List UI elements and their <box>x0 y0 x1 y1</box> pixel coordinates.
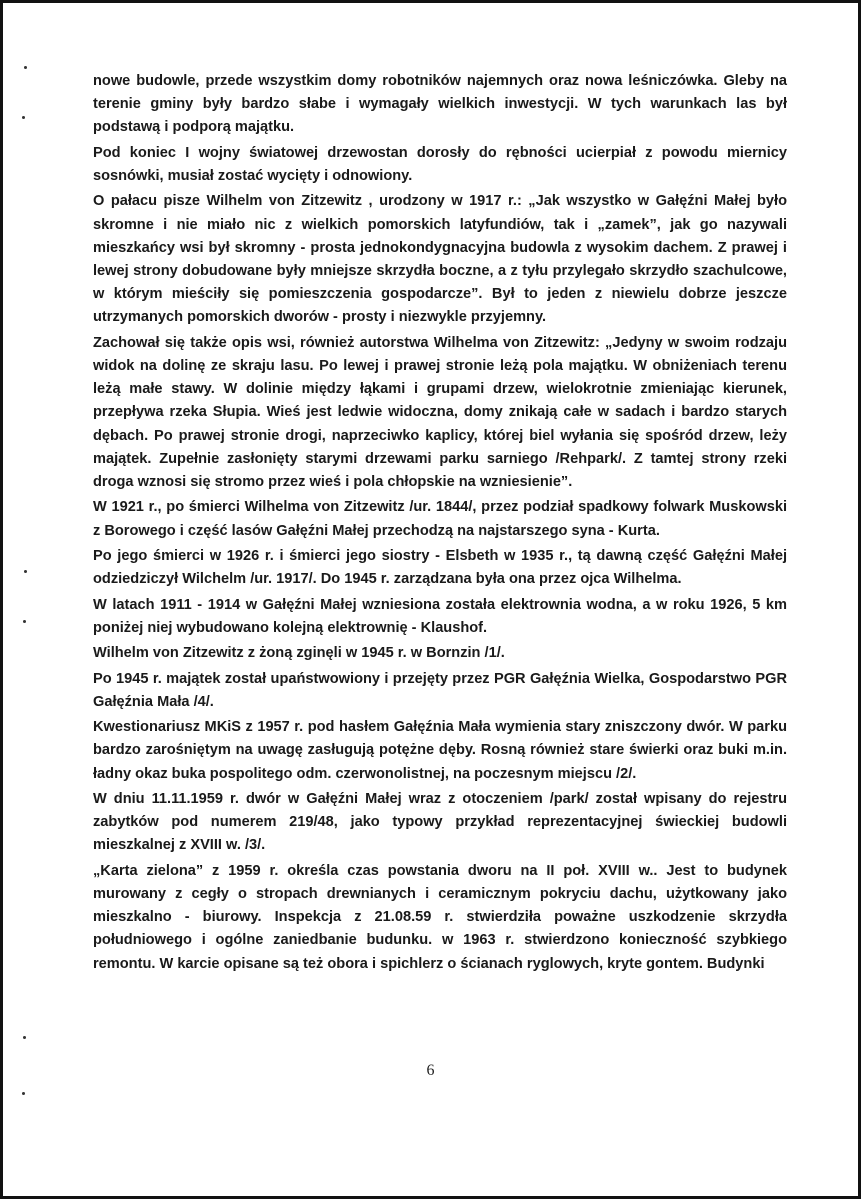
scan-mark <box>22 116 25 119</box>
page-number: 6 <box>426 1062 435 1079</box>
scan-mark <box>23 620 26 623</box>
scan-mark <box>24 66 27 69</box>
paragraph: Po jego śmierci w 1926 r. i śmierci jego siostry - Elsbeth w 1935 r., tą dawną część Gałęźni Małej odziedziczył Wilchelm /ur. 1917/. Do 1945 r. zarządzana była ona przez ojca Wilhelma. <box>93 548 787 588</box>
paragraph: Pod koniec I wojny światowej drzewostan dorosły do rębności ucierpiał z powodu miernicy sosnówki, musiał zostać wycięty i odnowiony. <box>93 144 787 184</box>
paragraph: W dniu 11.11.1959 r. dwór w Gałęźni Małej wraz z otoczeniem /park/ został wpisany do rejestru zabytków pod numerem 219/48, jako typowy przykład reprezentacyjnej świeckiej budowli mieszkalnej z XVIII w. /3/. <box>93 790 787 854</box>
paragraph: O pałacu pisze Wilhelm von Zitzewitz , urodzony w 1917 r.: „Jak wszystko w Gałęźni Małej było skromne i nie miało nic z wielkich pomorskich latyfundiów, tak i „zamek”, jak go nazywali mieszkańcy wsi był skromny - prosta jednokondygnacyjna budowla z wysokim dachem. Z prawej i lewej strony dobudowane były mniejsze skrzydła boczne, a z tyłu przylegało skrzydło szachulcowe, w którym mieściły się pomieszczenia gospodarcze”. Był to jeden z niewielu dobrze jeszcze utrzymanych pomorskich dworów - prosty i niezwykle przyjemny. <box>93 193 787 326</box>
paragraph: Zachował się także opis wsi, również autorstwa Wilhelma von Zitzewitz: „Jedyny w swoim rodzaju widok na dolinę ze skraju lasu. Po lewej i prawej stronie leżą pola majątku. W obniżeniach terenu leżą małe stawy. W dolinie między łąkami i grupami drzew, wielokrotnie zmieniając kierunek, przepływa rzeka Słupia. Wieś jest ledwie widoczna, domy znikają całe w sadach i bardzo starych dębach. Po prawej stronie drogi, naprzeciwko kaplicy, której biel wyłania się spośród drzew, leży majątek. Zupełnie zasłonięty starymi drzewami parku sarniego /Rehpark/. Z tamtej strony rzeki droga wznosi się stromo przez wieś i pola chłopskie na wzniesienie”. <box>93 334 787 491</box>
paragraph: W latach 1911 - 1914 w Gałęźni Małej wzniesiona została elektrownia wodna, a w roku 1926, 5 km poniżej niej wybudowano kolejną elektrownię - Klaushof. <box>93 596 787 636</box>
paragraph: W 1921 r., po śmierci Wilhelma von Zitzewitz /ur. 1844/, przez podział spadkowy folwark Muskowski z Borowego i część lasów Gałęźni Małej przechodzą na najstarszego syna - Kurta. <box>93 499 787 539</box>
scan-mark <box>22 1092 25 1095</box>
paragraph: Kwestionariusz MKiS z 1957 r. pod hasłem Gałęźnia Mała wymienia stary zniszczony dwór. W parku bardzo zarośniętym na uwagę zasługują potężne dęby. Rosną również stare świerki oraz buki m.in. ładny okaz buka pospolitego odm. czerwonolistnej, na poczesnym miejscu /2/. <box>93 719 787 782</box>
document-body <box>93 70 787 978</box>
paragraph: Wilhelm von Zitzewitz z żoną zginęli w 1945 r. w Bornzin /1/. <box>93 645 505 662</box>
paragraph: „Karta zielona” z 1959 r. określa czas powstania dworu na II poł. XVIII w.. Jest to budynek murowany z cegły o stropach drewnianych i ceramicznym pokryciu dachu, użytkowany jako mieszkalno - biurowy. Inspekcja z 21.08.59 r. stwierdziła poważne uszkodzenie skrzydła południowego i ogólne zaniedbanie budunku. w 1963 r. stwierdzono konieczność szybkiego remontu. W karcie opisane są też obora i spichlerz o ścianach ryglowych, kryte gontem. Budynki <box>93 862 787 972</box>
paragraph: nowe budowle, przede wszystkim domy robotników najemnych oraz nowa leśniczówka. Gleby na terenie gminy były bardzo słabe i wymagały wielkich inwestycji. W tych warunkach las był podstawą i podporą majątku. <box>93 73 787 136</box>
scan-mark <box>23 1036 26 1039</box>
paragraph: Po 1945 r. majątek został upaństwowiony i przejęty przez PGR Gałęźnia Wielka, Gospodarstwo PGR Gałęźnia Mała /4/. <box>93 670 787 710</box>
scan-mark <box>24 570 27 573</box>
